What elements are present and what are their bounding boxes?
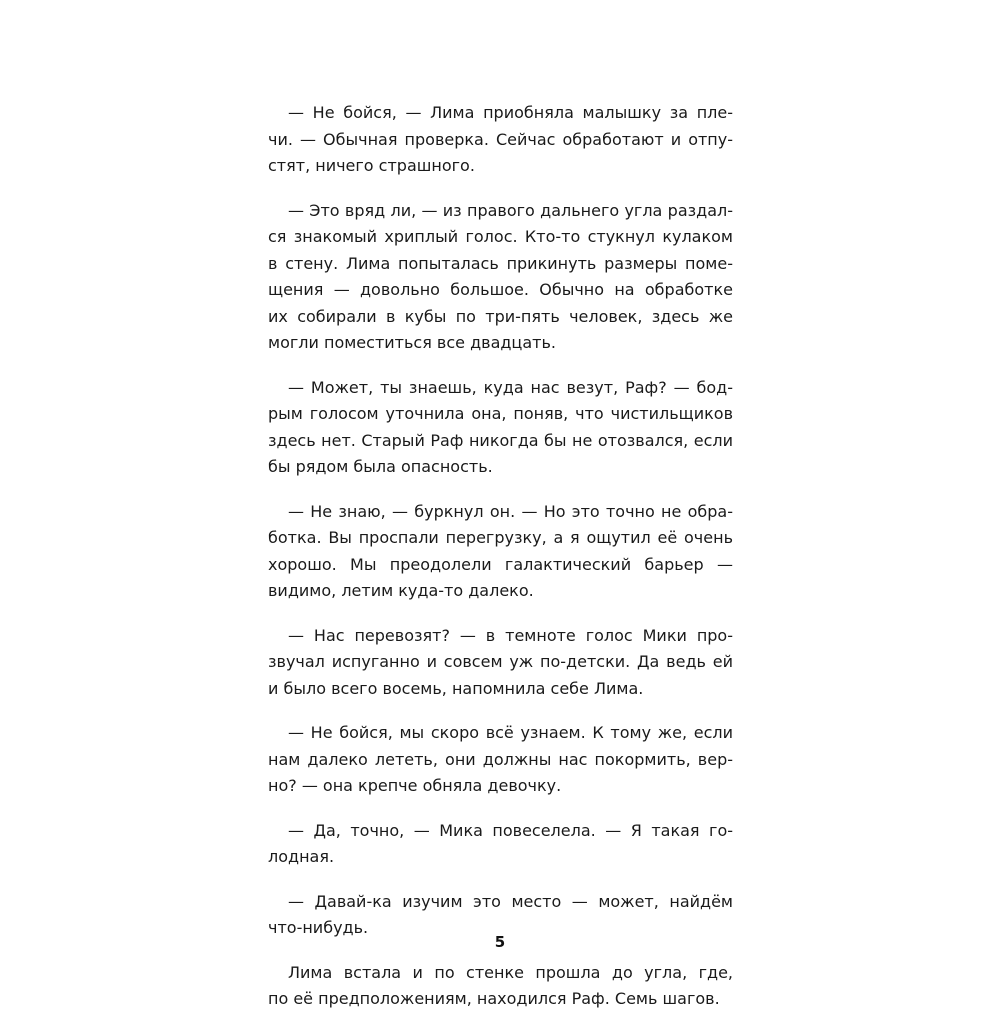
paragraph <box>268 198 733 357</box>
paragraph <box>268 375 733 481</box>
text-line: чи. — Обычная проверка. Сейчас обработают и отпу- <box>268 129 733 149</box>
text-line: нам далеко лететь, они должны нас покормить, вер- <box>268 749 733 769</box>
text-line: лодная. <box>268 847 335 866</box>
text-line: — Не бойся, мы скоро всё узнаем. К тому же, если <box>288 723 733 742</box>
text-line: — Это вряд ли, — из правого дальнего угла раздал- <box>288 200 733 220</box>
page-number: 5 <box>494 933 506 951</box>
paragraph <box>268 499 733 605</box>
text-line: — Давай-ка изучим это место — может, найдём <box>288 891 733 911</box>
paragraph <box>268 720 733 800</box>
paragraph <box>268 623 733 703</box>
text-line: могли поместиться все двадцать. <box>268 333 556 352</box>
text-line: бы рядом была опасность. <box>268 457 493 476</box>
text-line: — Да, точно, — Мика повеселела. — Я такая го- <box>288 820 733 840</box>
text-line: ботка. Вы проспали перегрузку, а я ощутил её очень <box>268 528 733 547</box>
text-line: и было всего восемь, напомнила себе Лима. <box>268 678 644 698</box>
body-text <box>268 100 733 1031</box>
text-line: — Не знаю, — буркнул он. — Но это точно не обра- <box>288 501 733 521</box>
text-line: в стену. Лима попыталась прикинуть размеры поме- <box>268 253 733 273</box>
paragraph <box>268 818 733 871</box>
text-line: по её предположениям, находился Раф. Семь шагов. <box>268 989 720 1008</box>
text-line: стят, ничего страшного. <box>268 156 475 175</box>
text-line: щения — довольно большое. Обычно на обработке <box>268 280 733 299</box>
paragraph <box>268 960 733 1013</box>
text-line: звучал испуганно и совсем уж по-детски. Да ведь ей <box>268 652 733 671</box>
text-line: — Не бойся, — Лима приобняла малышку за пле- <box>288 103 733 122</box>
text-line: — Нас перевозят? — в темноте голос Мики про- <box>288 625 733 645</box>
text-line: что-нибудь. <box>268 918 369 937</box>
text-line: ся знакомый хриплый голос. Кто-то стукнул кулаком <box>268 227 733 246</box>
text-line: видимо, летим куда-то далеко. <box>268 581 534 600</box>
text-line: — Может, ты знаешь, куда нас везут, Раф? — бод- <box>288 377 733 397</box>
text-line: здесь нет. Старый Раф никогда бы не отозвался, если <box>268 430 733 450</box>
paragraph <box>268 100 733 180</box>
text-line: рым голосом уточнила она, поняв, что чистильщиков <box>268 404 733 423</box>
text-line: но? — она крепче обняла девочку. <box>268 776 562 795</box>
text-line: Лима встала и по стенке прошла до угла, где, <box>288 962 733 982</box>
text-line: их собирали в кубы по три-пять человек, здесь же <box>268 306 733 326</box>
text-line: хорошо. Мы преодолели галактический барьер — <box>268 554 733 574</box>
